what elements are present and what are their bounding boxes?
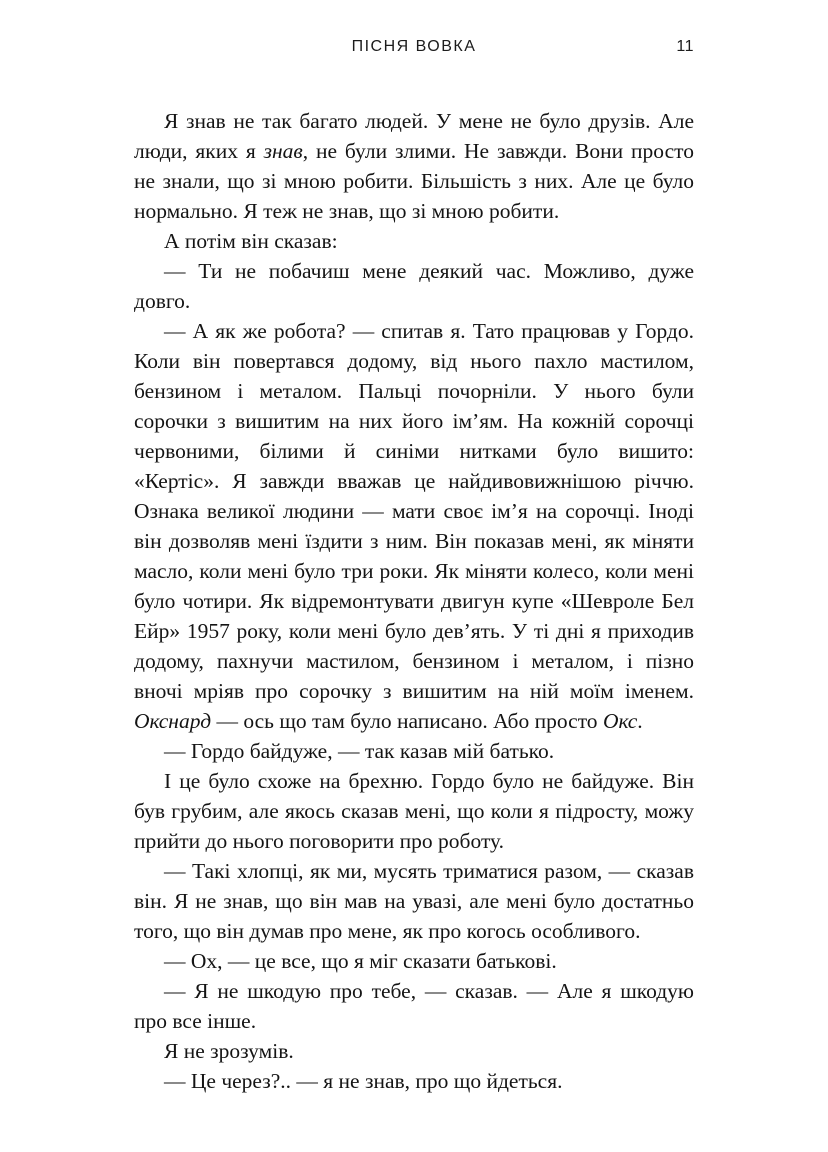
paragraph: І це було схоже на брехню. Гордо було не байдуже. Він був грубим, але якось сказав мені, що коли я підросту, можу прийти до нього поговорити про роботу. [134, 769, 694, 853]
running-header [134, 36, 694, 58]
chapter-title: ПІСНЯ ВОВКА [351, 38, 477, 55]
paragraph: Я не зрозумів. [164, 1039, 294, 1063]
paragraph: Я знав не так багато людей. У мене не було друзів. Але люди, яких я знав, не були злими. Не завжди. Вони просто не знали, що зі мною робити. Більшість з них. Але це було нормально. Я теж не знав, що зі мною робити. [134, 109, 694, 223]
paragraph: — Ох, — це все, що я міг сказати батькові. [164, 949, 557, 973]
paragraph: — Я не шкодую про тебе, — сказав. — Але я шкодую про все інше. [134, 979, 694, 1033]
page-body [134, 106, 694, 1096]
paragraph: — Такі хлопці, як ми, мусять триматися разом, — сказав він. Я не знав, що він мав на увазі, але мені було достатньо того, що він думав про мене, як про когось особливого. [134, 859, 694, 943]
paragraph: — Це через?.. — я не знав, про що йдеться. [164, 1069, 563, 1093]
paragraph: — А як же робота? — спитав я. Тато працював у Гордо. Коли він повертався додому, від нього пахло мастилом, бензином і металом. Пальці почорніли. У нього були сорочки з вишитим на них його ім’ям. На кожній сорочці червоними, білими й синіми нитками було вишито: «Кертіс». Я завжди вважав це найдивовижнішою річчю. Ознака великої людини — мати своє ім’я на сорочці. Іноді він дозволяв мені їздити з ним. Він показав мені, як міняти масло, коли мені було три роки. Як міняти колесо, коли мені було чотири. Як відремонтувати двигун купе «Шевроле Бел Ейр» 1957 року, коли мені було дев’ять. У ті дні я приходив додому, пахнучи мастилом, бензином і металом, і пізно вночі мріяв про сорочку з вишитим на ній моїм іменем. Окснард — ось що там було написано. Або просто Окс. [134, 319, 694, 733]
page-number: 11 [676, 38, 694, 55]
paragraph: — Ти не побачиш мене деякий час. Можливо, дуже довго. [134, 259, 694, 313]
paragraph: А потім він сказав: [164, 229, 338, 253]
paragraph: — Гордо байдуже, — так казав мій батько. [164, 739, 555, 763]
